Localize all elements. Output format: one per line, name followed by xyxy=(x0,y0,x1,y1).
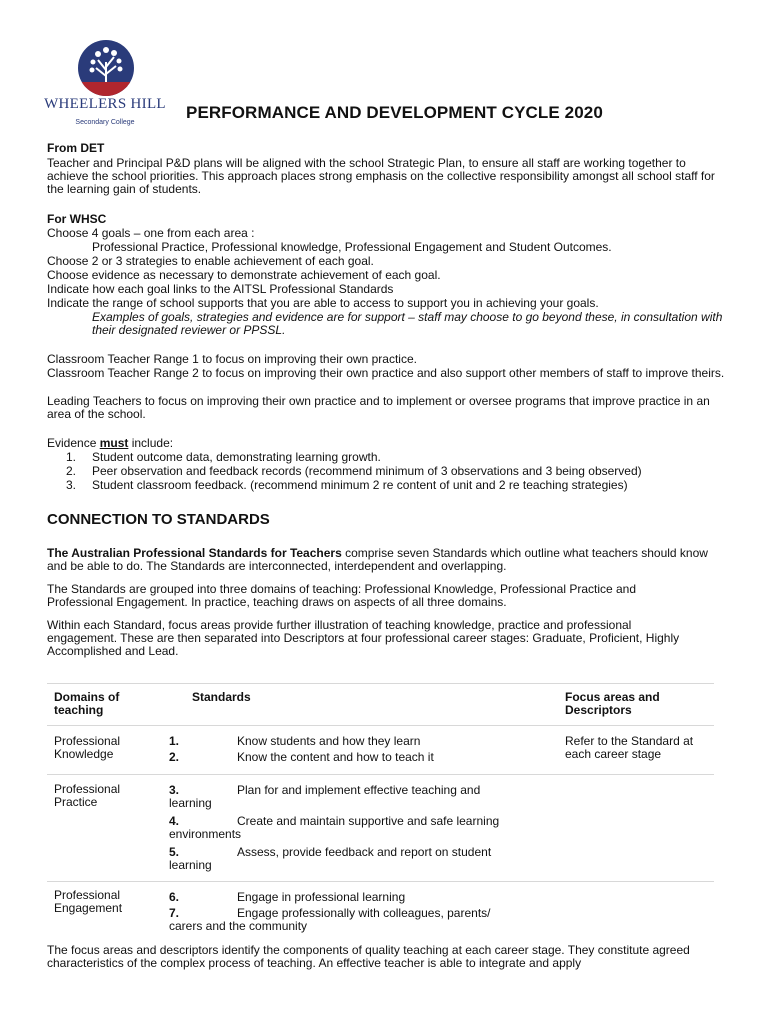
domain-cell: Professional Engagement xyxy=(54,888,123,915)
closing-paragraph: The focus areas and descriptors identify the components of quality teaching at each career stage. They constitute agreed characteristics of the complex process of teaching. An effective teacher is able to integrate and apply xyxy=(47,943,690,970)
standard-item: 6. Engage in professional learning xyxy=(169,890,406,904)
standards-paragraph-3: Within each Standard, focus areas provide further illustration of teaching knowledge, practice and professional engagement. These are then separated into Descriptors at four professional career stages: Graduate, Proficient, Highly Accomplished and Lead. xyxy=(47,618,680,658)
standard-item: 5. Assess, provide feedback and report on student learning xyxy=(169,845,492,872)
school-subtitle: Secondary College xyxy=(75,119,135,126)
whsc-line-1: Choose 4 goals – one from each area : xyxy=(47,226,255,240)
evidence-item: 2. Peer observation and feedback records (recommend minimum of 3 observations and 3 being observed) xyxy=(66,464,642,478)
range-2-text: Classroom Teacher Range 2 to focus on improving their own practice and also support other members of staff to improve theirs. xyxy=(47,366,725,380)
standards-paragraph-2: The Standards are grouped into three domains of teaching: Professional Knowledge, Professional Practice and Professional Engagement. In practice, teaching draws on aspects of all three domains. xyxy=(47,582,637,609)
evidence-item: 3. Student classroom feedback. (recommend minimum 2 re content of unit and 2 re teaching strategies) xyxy=(66,478,628,492)
whsc-line-5: Indicate the range of school supports that you are able to access to support you in achieving your goals. xyxy=(47,296,599,310)
evidence-intro: Evidence must include: xyxy=(47,436,174,450)
evidence-item: 1. Student outcome data, demonstrating learning growth. xyxy=(66,450,381,464)
header-domains: Domains of teaching xyxy=(54,690,120,717)
standard-item: 2. Know the content and how to teach it xyxy=(169,750,434,764)
standards-table xyxy=(47,683,714,945)
page-title: PERFORMANCE AND DEVELOPMENT CYCLE 2020 xyxy=(186,103,603,122)
whsc-line-3: Choose evidence as necessary to demonstrate achievement of each goal. xyxy=(47,268,441,282)
standards-paragraph-1: The Australian Professional Standards for Teachers comprise seven Standards which outline what teachers should know and be able to do. The Standards are interconnected, interdependent and overlapping. xyxy=(47,546,708,573)
whsc-line-4: Indicate how each goal links to the AITSL Professional Standards xyxy=(47,282,394,296)
focus-cell: Refer to the Standard at each career stage xyxy=(565,734,694,761)
domain-cell: Professional Knowledge xyxy=(54,734,121,761)
whsc-heading: For WHSC xyxy=(47,212,107,226)
evidence-must: must xyxy=(99,436,129,450)
whsc-examples: Examples of goals, strategies and evidence are for support – staff may choose to go beyond these, in consultation with their designated reviewer or PPSSL. xyxy=(92,310,723,337)
tree-emblem-icon xyxy=(78,40,134,96)
whsc-areas: Professional Practice, Professional knowledge, Professional Engagement and Student Outcomes. xyxy=(92,240,612,254)
leading-teachers-text: Leading Teachers to focus on improving their own practice and to implement or oversee programs that improve practice in an area of the school. xyxy=(47,394,710,421)
standard-item: 7. Engage professionally with colleagues, parents/ carers and the community xyxy=(169,906,491,933)
standard-item: 1. Know students and how they learn xyxy=(169,734,421,748)
standard-item: 3. Plan for and implement effective teaching and learning xyxy=(169,783,481,810)
header-focus: Focus areas and Descriptors xyxy=(565,690,660,717)
connection-heading: CONNECTION TO STANDARDS xyxy=(47,511,270,528)
whsc-line-2: Choose 2 or 3 strategies to enable achievement of each goal. xyxy=(47,254,374,268)
school-name: WHEELERS HILL xyxy=(44,96,166,112)
header-standards: Standards xyxy=(192,690,251,704)
domain-cell: Professional Practice xyxy=(54,782,121,809)
det-heading: From DET xyxy=(47,141,105,155)
det-text: Teacher and Principal P&D plans will be aligned with the school Strategic Plan, to ensure all staff are working together to achieve the school priorities. This approach places strong emphasis on the collective responsibility amongst all school staff for the learning gain of students. xyxy=(47,156,715,196)
standard-item: 4. Create and maintain supportive and safe learning environments xyxy=(169,814,500,841)
range-1-text: Classroom Teacher Range 1 to focus on improving their own practice. xyxy=(47,352,417,366)
school-logo xyxy=(40,40,170,130)
